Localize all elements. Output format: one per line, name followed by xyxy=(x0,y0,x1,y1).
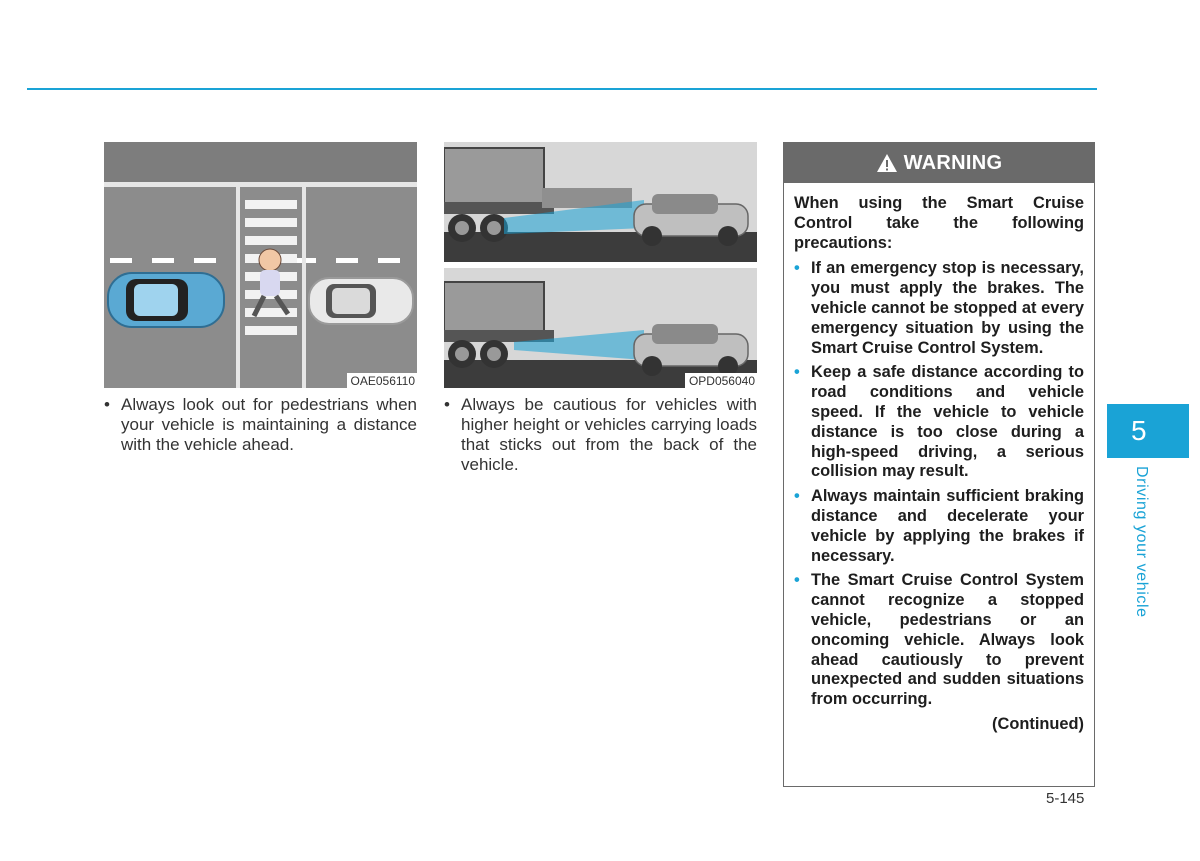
continued-label: (Continued) xyxy=(992,714,1084,733)
warning-item xyxy=(794,487,1084,566)
warning-intro: When using the Smart Cruise Control take the following precautions: xyxy=(794,194,1084,252)
figure-truck-loads xyxy=(444,142,757,388)
bullet-dot: • xyxy=(794,487,800,506)
page-number: 5-145 xyxy=(1046,790,1085,807)
bullet-dot: • xyxy=(794,571,800,590)
warning-item xyxy=(794,259,1084,358)
bullet-dot: • xyxy=(104,395,110,414)
warning-box xyxy=(783,142,1095,787)
figure-code: OAE056110 xyxy=(347,373,418,388)
warning-header xyxy=(784,143,1094,183)
warning-item-text: Always maintain sufficient braking distance and decelerate your vehicle by applying the brakes if necessary. xyxy=(811,487,1084,565)
warning-item-text: Keep a safe distance according to road conditions and vehicle speed. If the vehicle to vehicle distance is too close during a high-speed driving, a serious collision may result. xyxy=(811,363,1084,481)
bullet-text: Always be cautious for vehicles with higher height or vehicles carrying loads that sticks out from the back of the vehicle. xyxy=(461,395,757,474)
bullet-dot: • xyxy=(794,259,800,278)
warning-triangle-icon xyxy=(876,153,898,173)
crosswalk-illustration xyxy=(104,142,417,388)
chapter-number: 5 xyxy=(1131,415,1147,446)
bullet-dot: • xyxy=(444,395,450,414)
bullet-truck-loads xyxy=(444,395,757,475)
warning-item-text: The Smart Cruise Control System cannot recognize a stopped vehicle, pedestrians or an oncoming vehicle. Always look ahead cautiously to prevent unexpected and sudden situations from occurring. xyxy=(811,571,1084,709)
warning-body xyxy=(784,183,1094,735)
header-rule xyxy=(27,88,1097,90)
truck-illustration xyxy=(444,142,757,388)
bullet-dot: • xyxy=(794,363,800,382)
figure-pedestrian-crosswalk xyxy=(104,142,417,388)
bullet-pedestrians xyxy=(104,395,417,455)
bullet-text: Always look out for pedestrians when your vehicle is maintaining a distance with the vehicle ahead. xyxy=(121,395,417,454)
warning-item xyxy=(794,571,1084,710)
warning-item xyxy=(794,363,1084,482)
figure-code: OPD056040 xyxy=(685,373,757,388)
warning-item-text: If an emergency stop is necessary, you must apply the brakes. The vehicle cannot be stopped at every emergency situation by using the Smart Cruise Control System. xyxy=(811,259,1084,357)
chapter-title: Driving your vehicle xyxy=(1133,466,1150,618)
warning-title: WARNING xyxy=(903,151,1003,174)
chapter-tab xyxy=(1107,404,1189,458)
